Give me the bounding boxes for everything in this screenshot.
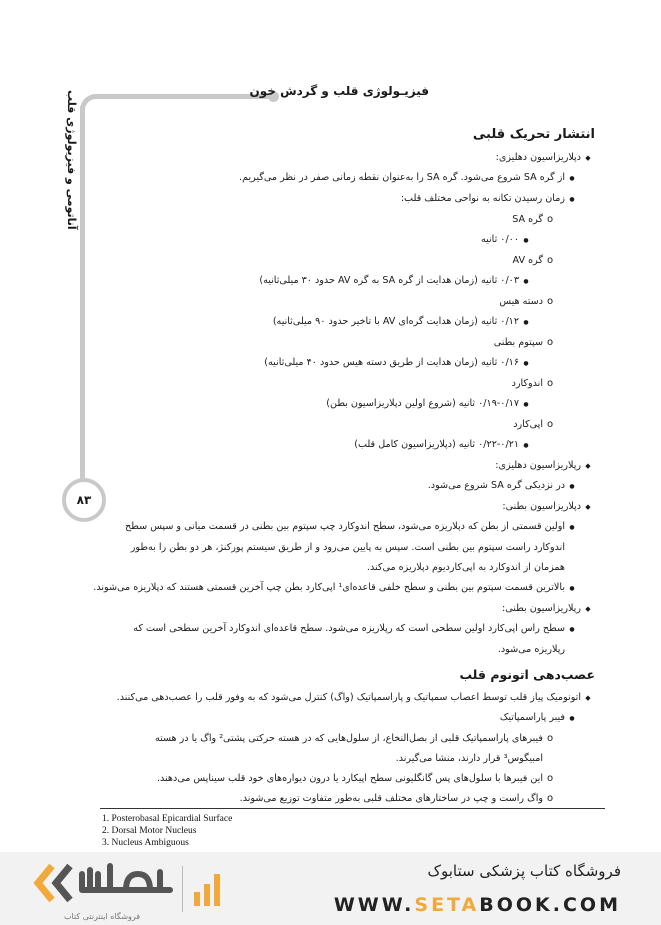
list-item: ◆ دپلاریزاسیون بطنی: <box>95 497 595 517</box>
ring-bullet-icon <box>543 769 557 789</box>
ring-bullet-icon <box>543 292 557 312</box>
dot-bullet-icon <box>565 619 579 640</box>
list-item: o سپتوم بطنی <box>95 333 595 353</box>
ring-bullet-icon <box>543 251 557 271</box>
list-item: ◆ رپلاریزاسیون بطنی: <box>95 599 595 619</box>
list-item: ● اولین قسمتی از بطن که دپلاریزه می‌شود، سطح اندوکارد چپ سپتوم بین بطنی در قسمت میانی و سپس سطح <box>95 517 595 538</box>
list-item: o واگ راست و چپ در ساختارهای مختلف قلبی به‌طور متفاوت توزیع می‌شوند. <box>95 789 595 809</box>
list-item: o گره AV <box>95 251 595 271</box>
dot-bullet-icon <box>519 435 533 456</box>
dot-bullet-icon <box>565 708 579 729</box>
dot-bullet-icon <box>519 353 533 374</box>
list-item: ● ۰/۱۲ ثانیه (زمان هدایت گره‌ای AV با تاخیر حدود ۹۰ میلی‌ثانیه) <box>95 312 595 333</box>
dot-bullet-icon <box>565 578 579 599</box>
dot-bullet-icon <box>565 189 579 210</box>
diamond-bullet-icon <box>581 456 595 476</box>
shop-url[interactable]: WWW.SETABOOK.COM <box>333 894 621 916</box>
dot-bullet-icon <box>565 517 579 538</box>
header-frame <box>80 94 277 113</box>
list-item: ● در نزدیکی گره SA شروع می‌شود. <box>95 476 595 497</box>
list-item: o اپی‌کارد <box>95 415 595 435</box>
book-chart-icon <box>192 870 224 908</box>
footnotes <box>102 813 232 849</box>
logo-divider <box>182 866 183 912</box>
dot-bullet-icon <box>519 312 533 333</box>
list-item: ● سطح راس اپی‌کارد اولین سطحی است که رپلاریزه می‌شود. سطح قاعده‌ای اندوکارد آخرین سطحی است که <box>95 619 595 640</box>
list-item: ● زمان رسیدن تکانه به نواحی مختلف قلب: <box>95 189 595 210</box>
dot-bullet-icon <box>519 230 533 251</box>
footnote-1: 1. Posterobasal Epicardial Surface <box>102 814 233 824</box>
body-content <box>95 124 595 809</box>
dot-bullet-icon <box>519 271 533 292</box>
dot-bullet-icon <box>565 476 579 497</box>
list-item: ● ۰/۰۳ ثانیه (زمان هدایت از گره SA به گره AV حدود ۳۰ میلی‌ثانیه) <box>95 271 595 292</box>
running-header-title: فیزیـولوژی قلب و گردش خون <box>249 84 429 98</box>
footnote-2: 2. Dorsal Motor Nucleus <box>102 826 197 836</box>
list-item: o دسته هیس <box>95 292 595 312</box>
logo-tagline: فروشگاه اینترنتی کتاب <box>64 912 141 921</box>
paragraph-continuation: همزمان از اندوکارد به اپی‌کاردیوم دپلاریزه می‌کند. <box>366 562 565 573</box>
list-item: o گره SA <box>95 210 595 230</box>
diamond-bullet-icon <box>581 148 595 168</box>
diamond-bullet-icon <box>581 497 595 517</box>
paragraph-continuation: اندوکارد راست سپتوم بین بطنی است. سپس به پایین می‌رود و از طریق سیستم پورکنژ، هر دو بطن را به‌طور <box>130 542 565 553</box>
footnote-3: 3. Nucleus Ambiguous <box>102 838 189 848</box>
shop-name: فروشگاه کتاب پزشکی ستابوک <box>427 862 621 880</box>
dot-bullet-icon <box>519 394 533 415</box>
list-item: o این فیبرها با سلول‌های پس گانگلیونی سطح اپیکارد یا درون دیواره‌های خود قلب سیناپس می‌دهند. <box>95 769 595 789</box>
page-number: ۸۳ <box>62 478 106 522</box>
chapter-side-label: آناتومی و فیزیولوژی قلب <box>65 90 78 230</box>
list-item: o اندوکارد <box>95 374 595 394</box>
list-item: o فیبرهای پاراسمپاتیک قلبی از بصل‌النخاع، از سلول‌هایی که در هسته حرکتی پشتی² واگ یا در هسته <box>95 729 595 749</box>
setabook-logo[interactable] <box>30 860 190 921</box>
diamond-bullet-icon <box>581 688 595 708</box>
diamond-bullet-icon <box>581 599 595 619</box>
side-rule <box>80 106 85 481</box>
watermark-footer <box>0 852 661 925</box>
list-item: ● ۰/۲۲-۰/۲۱ ثانیه (دپلاریزاسیون کامل قلب) <box>95 435 595 456</box>
ring-bullet-icon <box>543 374 557 394</box>
list-item: ● فیبر پاراسمپاتیک <box>95 708 595 729</box>
ring-bullet-icon <box>543 210 557 230</box>
section-heading-autonomic: عصب‌دهی اتونوم قلب <box>459 667 595 682</box>
list-item: ● ۰/۱۶ ثانیه (زمان هدایت از طریق دسته هیس حدود ۴۰ میلی‌ثانیه) <box>95 353 595 374</box>
list-item: ◆ اتونومیک پیاز قلب توسط اعصاب سمپاتیک و پاراسمپاتیک (واگ) کنترل می‌شود که به وفور قلب را عصب‌دهی می‌کنند. <box>95 688 595 708</box>
ring-bullet-icon <box>543 789 557 809</box>
ring-bullet-icon <box>543 333 557 353</box>
dot-bullet-icon <box>565 168 579 189</box>
list-item: ◆ دپلاریزاسیون دهلیزی: <box>95 148 595 168</box>
section-heading-excitation: انتشار تحریک قلبی <box>472 127 595 142</box>
list-item: ● ۰/۰۰ ثانیه <box>95 230 595 251</box>
ring-bullet-icon <box>543 415 557 435</box>
paragraph-continuation: رپلاریزه می‌شود. <box>497 644 565 655</box>
list-item: ◆ رپلاریزاسیون دهلیزی: <box>95 456 595 476</box>
footnote-rule <box>100 808 605 809</box>
chevrons-icon <box>30 860 180 906</box>
list-item: ● از گره SA شروع می‌شود. گره SA را به‌عنوان نقطه زمانی صفر در نظر می‌گیریم. <box>95 168 595 189</box>
list-item: ● بالاترین قسمت سپتوم بین بطنی و سطح خلفی قاعده‌ای¹ اپی‌کارد بطن چپ آخرین قسمتی هستند که دپلاریزه می‌شوند. <box>95 578 595 599</box>
paragraph-continuation: امبیگوس³ قرار دارند، منشا می‌گیرند. <box>395 753 543 764</box>
list-item: ● ۰/۱۹-۰/۱۷ ثانیه (شروع اولین دپلاریزاسیون بطن) <box>95 394 595 415</box>
ring-bullet-icon <box>543 729 557 749</box>
